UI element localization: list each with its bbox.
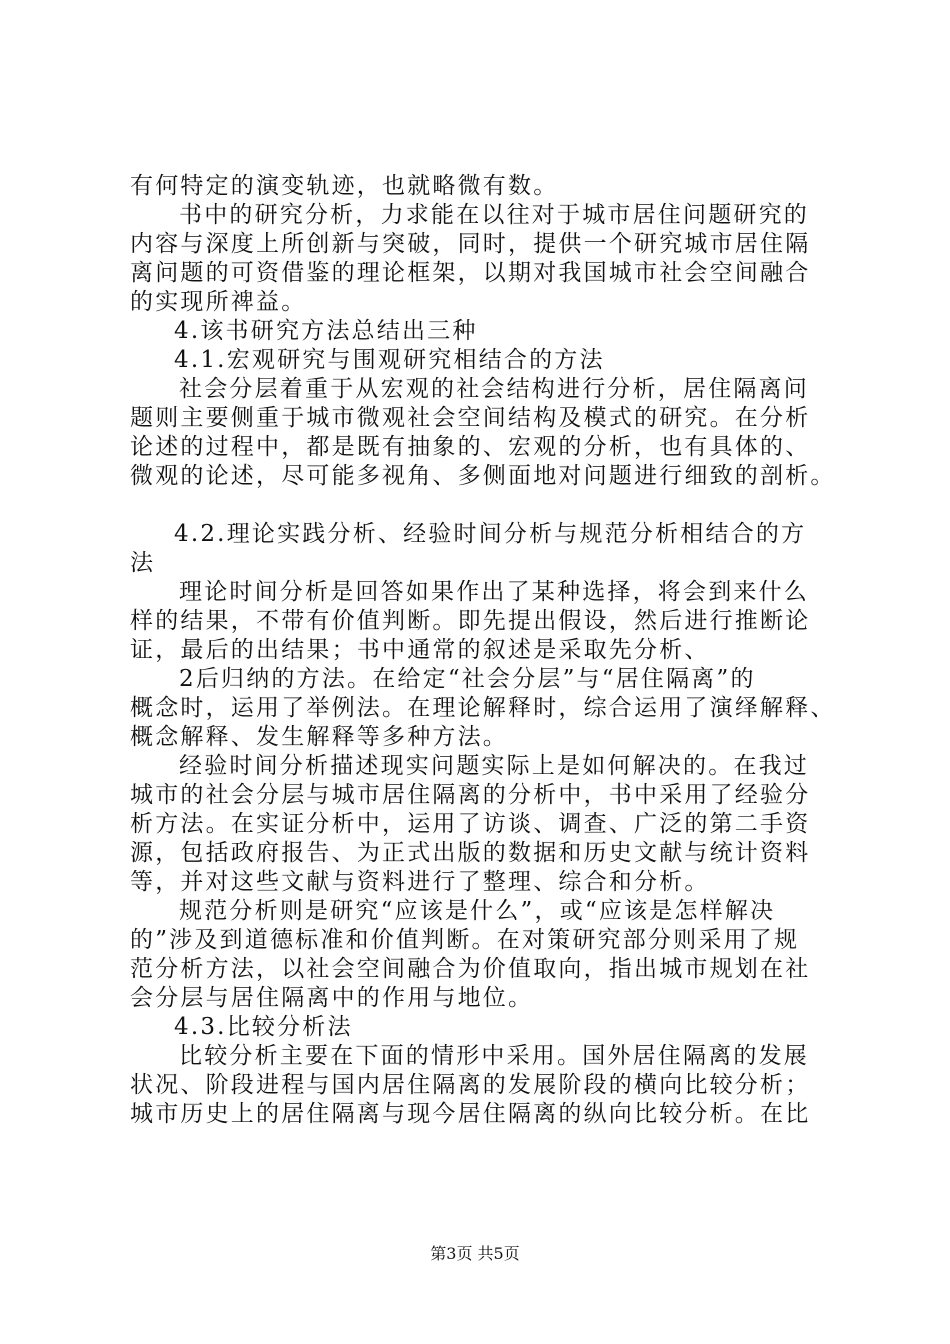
page-footer: 第3页 共5页	[430, 1244, 520, 1263]
document-body	[130, 172, 835, 1129]
text-line: 书中的研究分析，力求能在以往对于城市居住问题研究的	[179, 202, 809, 228]
text-line: 的实现所禆益。	[130, 289, 307, 315]
text-line: 等，并对这些文献与资料进行了整理、综合和分析。	[130, 869, 710, 895]
text-line: 有何特定的演变轨迹，也就略微有数。	[130, 173, 559, 199]
text-line: 规范分析则是研究“应该是什么”，或“应该是怎样解决	[179, 898, 776, 924]
text-line: 题则主要侧重于城市微观社会空间结构及模式的研究。在分析	[130, 405, 811, 431]
text-line: 法	[130, 550, 156, 576]
text-line: 社会分层着重于从宏观的社会结构进行分析，居住隔离问	[179, 376, 809, 402]
text-line: 的”涉及到道德标准和价值判断。在对策研究部分则采用了规	[130, 927, 800, 953]
text-line: 微观的论述，尽可能多视角、多侧面地对问题进行细致的剖析。	[130, 463, 836, 489]
text-line: 城市的社会分层与城市居住隔离的分析中，书中采用了经验分	[130, 782, 811, 808]
text-line: 理论时间分析是回答如果作出了某种选择，将会到来什么	[179, 579, 809, 605]
section-heading: 4.3.比较分析法	[174, 1014, 353, 1040]
text-line: 比较分析主要在下面的情形中采用。国外居住隔离的发展	[179, 1043, 809, 1069]
section-heading: 4.1.宏观研究与围观研究相结合的方法	[174, 347, 605, 373]
text-line: 论述的过程中，都是既有抽象的、宏观的分析，也有具体的、	[130, 434, 811, 460]
section-heading: 4.2.理论实践分析、经验时间分析与规范分析相结合的方	[174, 521, 807, 547]
section-heading: 4.该书研究方法总结出三种	[174, 318, 478, 344]
text-line: 范分析方法，以社会空间融合为价值取向，指出城市规划在社	[130, 956, 811, 982]
text-line: 析方法。在实证分析中，运用了访谈、调查、广泛的第二手资	[130, 811, 811, 837]
text-line: 经验时间分析描述现实问题实际上是如何解决的。在我过	[179, 753, 809, 779]
text-line: 2后归纳的方法。在给定“社会分层”与“居住隔离”的	[179, 666, 756, 692]
text-line: 离问题的可资借鉴的理论框架，以期对我国城市社会空间融合	[130, 260, 811, 286]
text-line: 源，包括政府报告、为正式出版的数据和历史文献与统计资料	[130, 840, 811, 866]
text-line: 状况、阶段进程与国内居住隔离的发展阶段的横向比较分析；	[130, 1072, 811, 1098]
text-line: 会分层与居住隔离中的作用与地位。	[130, 985, 534, 1011]
text-line: 概念解释、发生解释等多种方法。	[130, 724, 508, 750]
text-line: 概念时，运用了举例法。在理论解释时，综合运用了演绎解释、	[130, 695, 836, 721]
text-line: 证，最后的出结果；书中通常的叙述是采取先分析、	[130, 637, 710, 663]
text-line: 样的结果，不带有价值判断。即先提出假设，然后进行推断论	[130, 608, 811, 634]
text-line: 内容与深度上所创新与突破，同时，提供一个研究城市居住隔	[130, 231, 811, 257]
paragraph-gap	[130, 491, 835, 520]
text-line: 城市历史上的居住隔离与现今居住隔离的纵向比较分析。在比	[130, 1101, 811, 1127]
